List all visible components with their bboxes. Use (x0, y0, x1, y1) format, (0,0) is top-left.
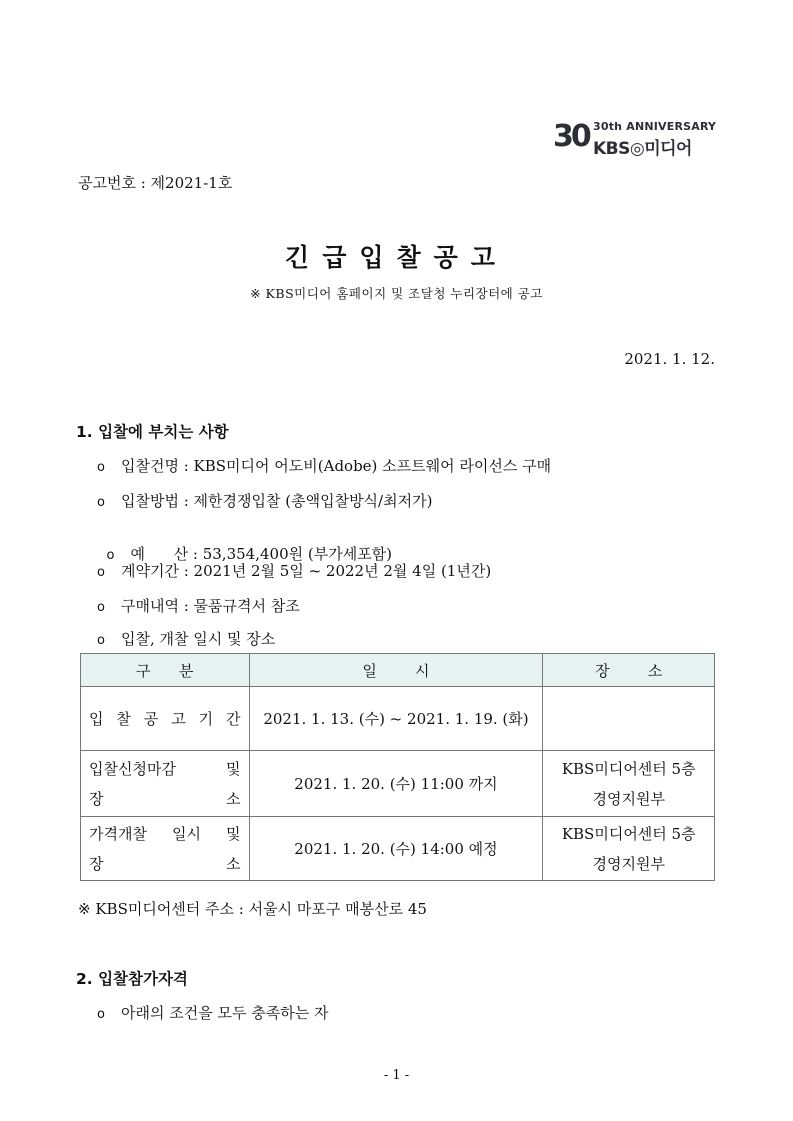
list-item (97, 595, 300, 616)
section-1-heading: 1. 입찰에 부치는 사항 (76, 423, 229, 441)
row-category (81, 817, 250, 881)
list-item (97, 525, 392, 564)
bullet-icon: o (106, 548, 115, 563)
category-line: 가격개찰 일시 및 (89, 824, 241, 843)
notice-number: 공고번호 : 제2021-1호 (78, 174, 233, 192)
page-title: 긴급입찰공고 (285, 243, 508, 272)
list-item (97, 1002, 328, 1023)
budget: 예 산 : 53,354,400원 (부가세포함) (130, 545, 393, 563)
kbs-media-logo (553, 118, 721, 160)
header-place: 장 소 (543, 654, 715, 687)
address-note: ※ KBS미디어센터 주소 : 서울시 마포구 매봉산로 45 (78, 900, 427, 918)
table-header-row (81, 654, 715, 687)
place-line: 경영지원부 (592, 789, 665, 808)
category-line: 장 소 (89, 789, 241, 808)
section-2-heading: 2. 입찰참가자격 (76, 970, 188, 988)
row-place (543, 751, 715, 817)
place-line: 경영지원부 (592, 854, 665, 873)
category-line: 입 찰 공 고 기 간 (89, 709, 241, 728)
bullet-icon: o (97, 600, 105, 615)
row-datetime: 2021. 1. 13. (수) ~ 2021. 1. 19. (화) (249, 687, 543, 751)
purchase-details: 구매내역 : 물품규격서 참조 (121, 597, 300, 615)
eligibility-item: 아래의 조건을 모두 충족하는 자 (121, 1004, 329, 1022)
page-subtitle: ※ KBS미디어 홈페이지 및 조달청 누리장터에 공고 (250, 286, 543, 301)
table-row (81, 751, 715, 817)
place-line: KBS미디어센터 5층 (561, 824, 696, 843)
category-line: 입찰신청마감 및 (89, 759, 241, 778)
list-item (97, 490, 432, 511)
row-category (81, 751, 250, 817)
logo-30-mark: 30 (553, 119, 589, 154)
bid-method: 입찰방법 : 제한경쟁입찰 (총액입찰방식/최저가) (121, 492, 433, 510)
bullet-icon: o (97, 633, 105, 648)
bullet-icon: o (97, 460, 105, 475)
logo-anniversary-text: 30th ANNIVERSARY (593, 120, 717, 133)
table-row (81, 687, 715, 751)
row-place (543, 687, 715, 751)
row-datetime: 2021. 1. 20. (수) 11:00 까지 (249, 751, 543, 817)
category-line: 장 소 (89, 854, 241, 873)
table-row (81, 817, 715, 881)
schedule-intro: 입찰, 개찰 일시 및 장소 (121, 630, 276, 648)
bullet-icon: o (97, 565, 105, 580)
contract-period: 계약기간 : 2021년 2월 5일 ~ 2022년 2월 4일 (1년간) (121, 562, 492, 580)
page-number: - 1 - (383, 1068, 410, 1083)
bullet-icon: o (97, 495, 105, 510)
row-place (543, 817, 715, 881)
list-item (97, 455, 551, 476)
logo-brand-text: KBS◎미디어 (593, 139, 692, 159)
list-item (97, 560, 491, 581)
notice-date: 2021. 1. 12. (624, 350, 715, 368)
bid-name: 입찰건명 : KBS미디어 어도비(Adobe) 소프트웨어 라이선스 구매 (121, 457, 552, 475)
row-datetime: 2021. 1. 20. (수) 14:00 예정 (249, 817, 543, 881)
bullet-icon: o (97, 1007, 105, 1022)
schedule-table (80, 653, 715, 881)
header-category: 구 분 (81, 654, 250, 687)
row-category (81, 687, 250, 751)
list-item (97, 628, 275, 649)
place-line: KBS미디어센터 5층 (561, 759, 696, 778)
header-datetime: 일 시 (249, 654, 543, 687)
